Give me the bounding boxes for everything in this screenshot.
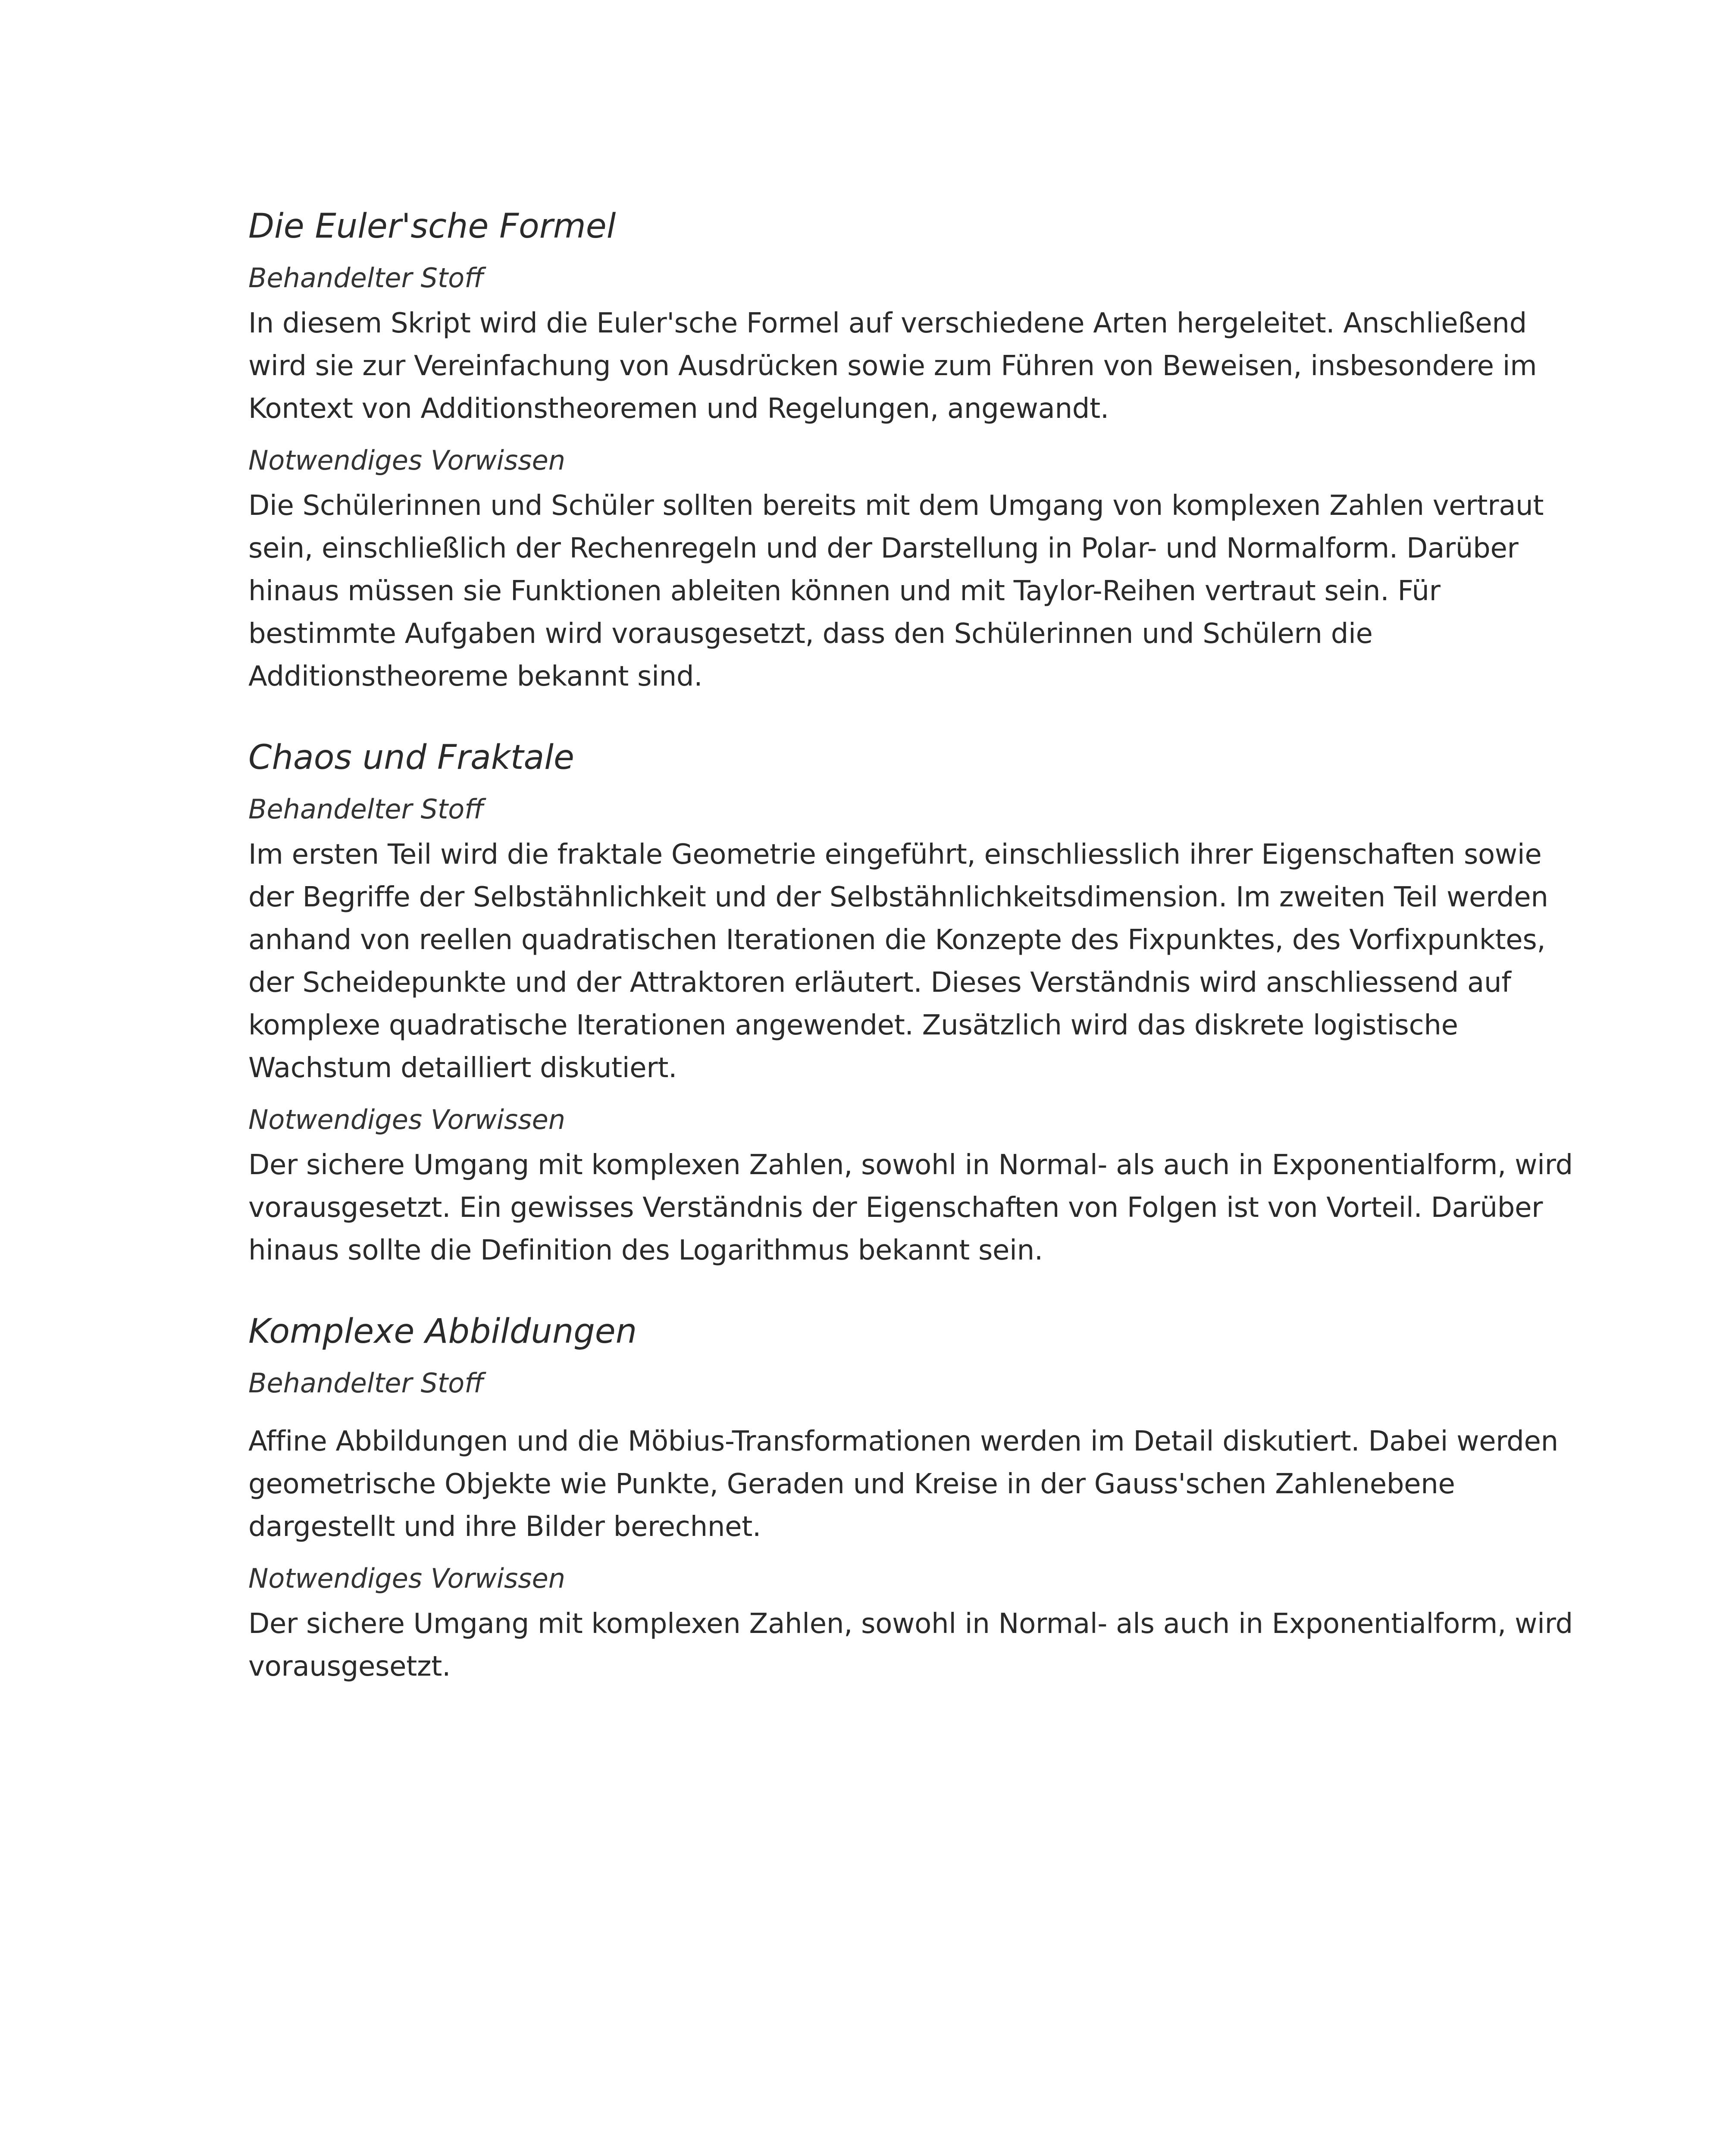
section-complex-mappings: [248, 1310, 1585, 1688]
topics-heading: Behandelter Stoff: [248, 1367, 484, 1399]
prerequisites-text: Der sichere Umgang mit komplexen Zahlen, sowohl in Normal- als auch in Exponentialform, wird vorausgesetzt. Ein gewisses Verständnis der Eigenschaften von Folgen ist von Vorteil. Darüber hinaus sollte die Definition des Logarithmus bekannt sein.: [248, 1149, 1573, 1266]
prerequisites-heading: Notwendiges Vorwissen: [248, 445, 566, 476]
section-euler-formula: [248, 205, 1585, 698]
topics-text: Affine Abbildungen und die Möbius-Transformationen werden im Detail diskutiert. Dabei werden geometrische Objekte wie Punkte, Geraden und Kreise in der Gauss'schen Zahlenebene dargestellt und ihre Bilder berechnet.: [248, 1426, 1558, 1543]
prerequisites-heading: Notwendiges Vorwissen: [248, 1563, 566, 1594]
topics-text: In diesem Skript wird die Euler'sche Formel auf verschiedene Arten hergeleitet. Anschließend wird sie zur Vereinfachung von Ausdrücken sowie zum Führen von Beweisen, insbesondere im Kontext von Additionstheoremen und Regelungen, angewandt.: [248, 307, 1537, 425]
prerequisites-text: Die Schülerinnen und Schüler sollten bereits mit dem Umgang von komplexen Zahlen vertraut sein, einschließlich der Rechenregeln und der Darstellung in Polar- und Normalform. Darüber hinaus müssen sie Funktionen ableiten können und mit Taylor-Reihen vertraut sein. Für bestimmte Aufgaben wird vorausgesetzt, dass den Schülerinnen und Schülern die Additionstheoreme bekannt sind.: [248, 490, 1544, 693]
topics-heading: Behandelter Stoff: [248, 793, 484, 825]
section-title: Komplexe Abbildungen: [248, 1312, 637, 1351]
topics-text: Im ersten Teil wird die fraktale Geometrie eingeführt, einschliesslich ihrer Eigenschaften sowie der Begriffe der Selbstähnlichkeit und der Selbstähnlichkeitsdimension. Im zweiten Teil werden anhand von reellen quadratischen Iterationen die Konzepte des Fixpunktes, des Vorfixpunktes, der Scheidepunkte und der Attraktoren erläutert. Dieses Verständnis wird anschliessend auf komplexe quadratische Iterationen angewendet. Zusätzlich wird das diskrete logistische Wachstum detailliert diskutiert.: [248, 839, 1548, 1084]
page-content: [248, 205, 1585, 1701]
prerequisites-text: Der sichere Umgang mit komplexen Zahlen, sowohl in Normal- als auch in Exponentialform, wird vorausgesetzt.: [248, 1608, 1573, 1683]
topics-heading: Behandelter Stoff: [248, 262, 484, 294]
section-title: Die Euler'sche Formel: [248, 207, 616, 246]
section-chaos-fractals: [248, 736, 1585, 1272]
section-title: Chaos und Fraktale: [248, 738, 574, 777]
prerequisites-heading: Notwendiges Vorwissen: [248, 1104, 566, 1135]
